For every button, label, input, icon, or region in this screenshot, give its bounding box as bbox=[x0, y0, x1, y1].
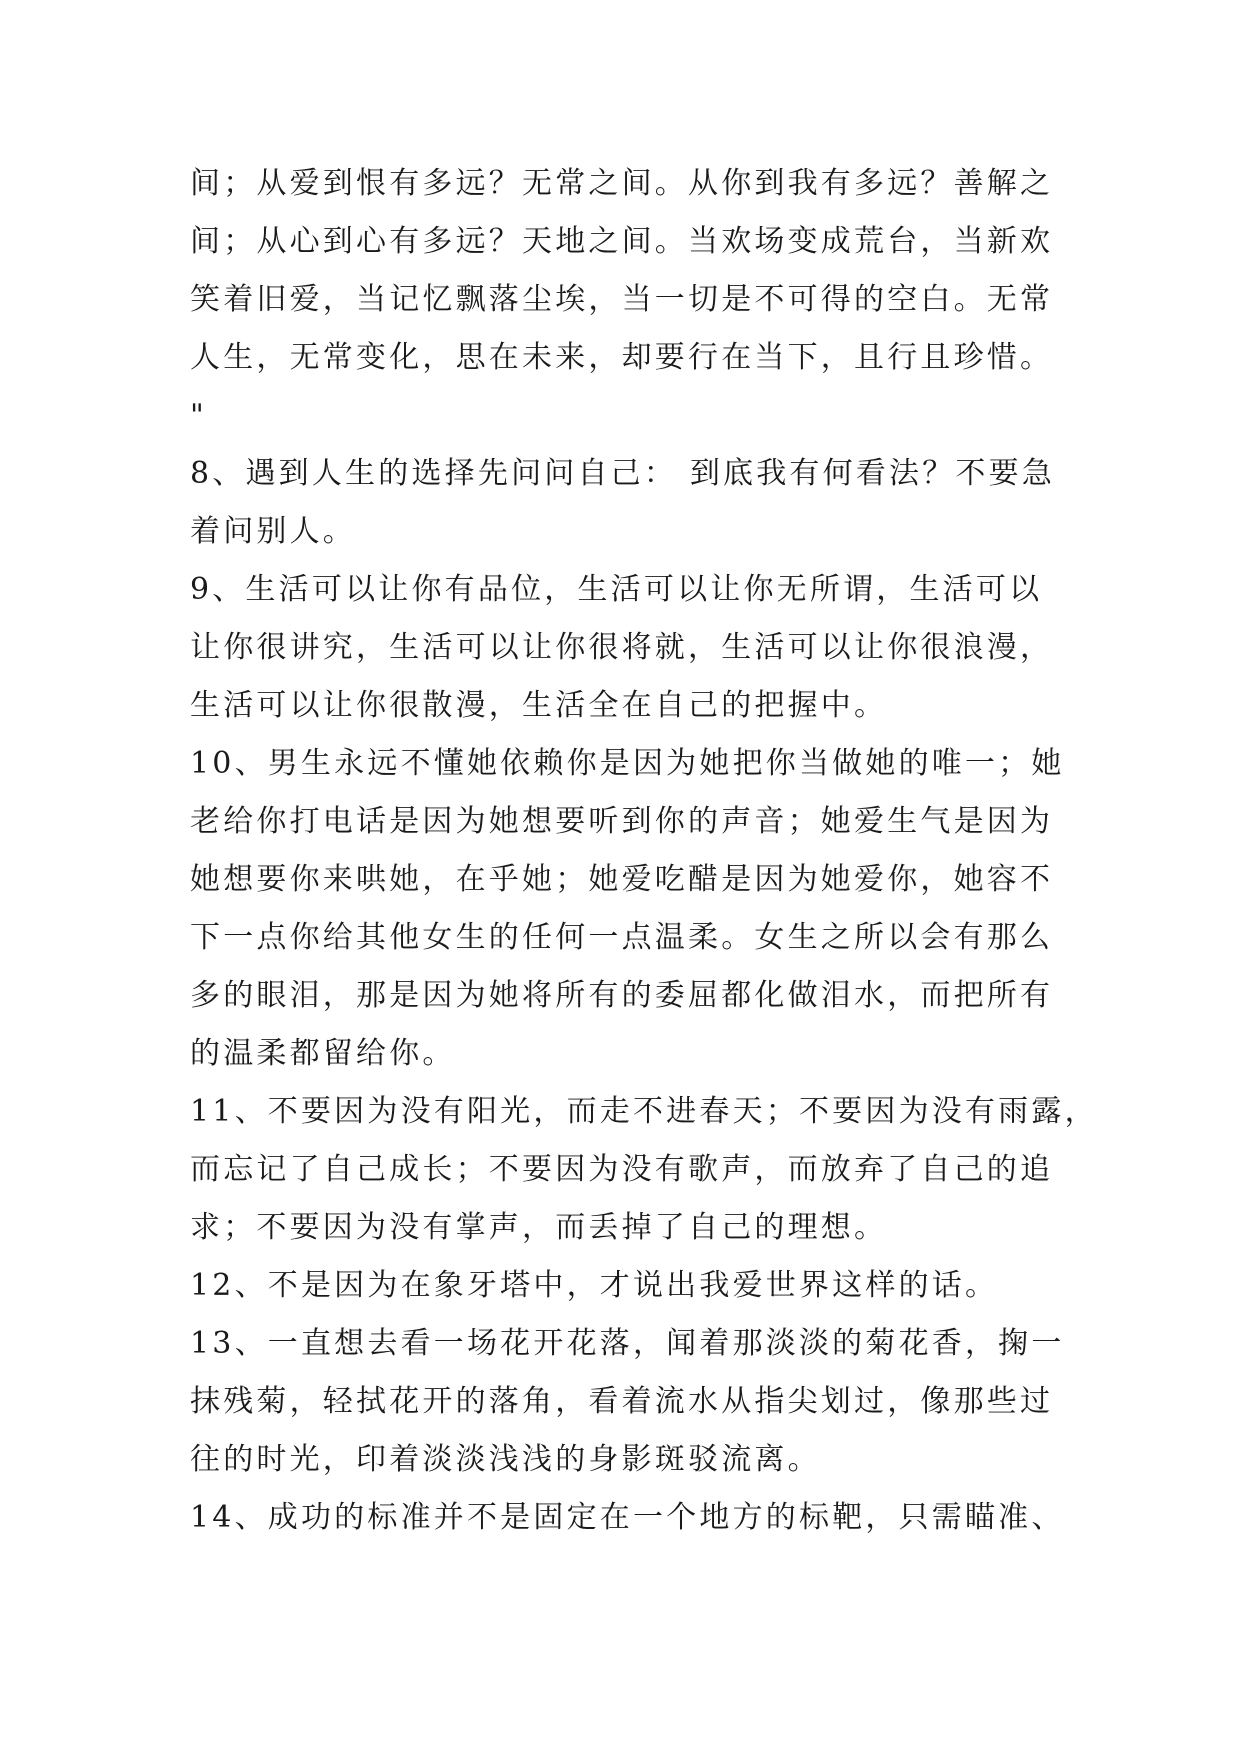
body-text bbox=[190, 155, 1098, 1547]
text-line: 12、不是因为在象牙塔中，才说出我爱世界这样的话。 bbox=[190, 1268, 999, 1303]
text-line: 间；从心到心有多远？天地之间。当欢场变成荒台，当新欢 bbox=[190, 224, 1054, 259]
text-line: 14、成功的标准并不是固定在一个地方的标靶，只需瞄准、 bbox=[190, 1500, 1065, 1535]
text-line: 的温柔都留给你。 bbox=[190, 1036, 456, 1071]
text-line: " bbox=[190, 398, 207, 433]
text-line: 多的眼泪，那是因为她将所有的委屈都化做泪水，而把所有 bbox=[190, 978, 1054, 1013]
text-line: 求；不要因为没有掌声，而丢掉了自己的理想。 bbox=[190, 1210, 888, 1245]
text-line: 11、不要因为没有阳光，而走不进春天；不要因为没有雨露， bbox=[190, 1094, 1098, 1129]
text-line: 她想要你来哄她，在乎她；她爱吃醋是因为她爱你，她容不 bbox=[190, 862, 1054, 897]
text-line: 间；从爱到恨有多远？无常之间。从你到我有多远？善解之 bbox=[190, 166, 1054, 201]
text-line: 着问别人。 bbox=[190, 514, 356, 549]
text-line: 老给你打电话是因为她想要听到你的声音；她爱生气是因为 bbox=[190, 804, 1054, 839]
text-line: 8、遇到人生的选择先问问自己： 到底我有何看法？不要急 bbox=[190, 456, 1056, 491]
text-line: 让你很讲究，生活可以让你很将就，生活可以让你很浪漫， bbox=[190, 630, 1054, 665]
text-line: 笑着旧爱，当记忆飘落尘埃，当一切是不可得的空白。无常 bbox=[190, 282, 1054, 317]
text-line: 人生，无常变化，思在未来，却要行在当下，且行且珍惜。 bbox=[190, 340, 1054, 375]
text-line: 而忘记了自己成长；不要因为没有歌声，而放弃了自己的追 bbox=[190, 1152, 1054, 1187]
text-line: 往的时光，印着淡淡浅浅的身影斑驳流离。 bbox=[190, 1442, 821, 1477]
text-line: 13、一直想去看一场花开花落，闻着那淡淡的菊花香，掬一 bbox=[190, 1326, 1065, 1361]
text-line: 下一点你给其他女生的任何一点温柔。女生之所以会有那么 bbox=[190, 920, 1054, 955]
text-line: 抹残菊，轻拭花开的落角，看着流水从指尖划过，像那些过 bbox=[190, 1384, 1054, 1419]
text-line: 生活可以让你很散漫，生活全在自己的把握中。 bbox=[190, 688, 888, 723]
text-line: 9、生活可以让你有品位，生活可以让你无所谓，生活可以 bbox=[190, 572, 1043, 607]
text-line: 10、男生永远不懂她依赖你是因为她把你当做她的唯一；她 bbox=[190, 746, 1065, 781]
